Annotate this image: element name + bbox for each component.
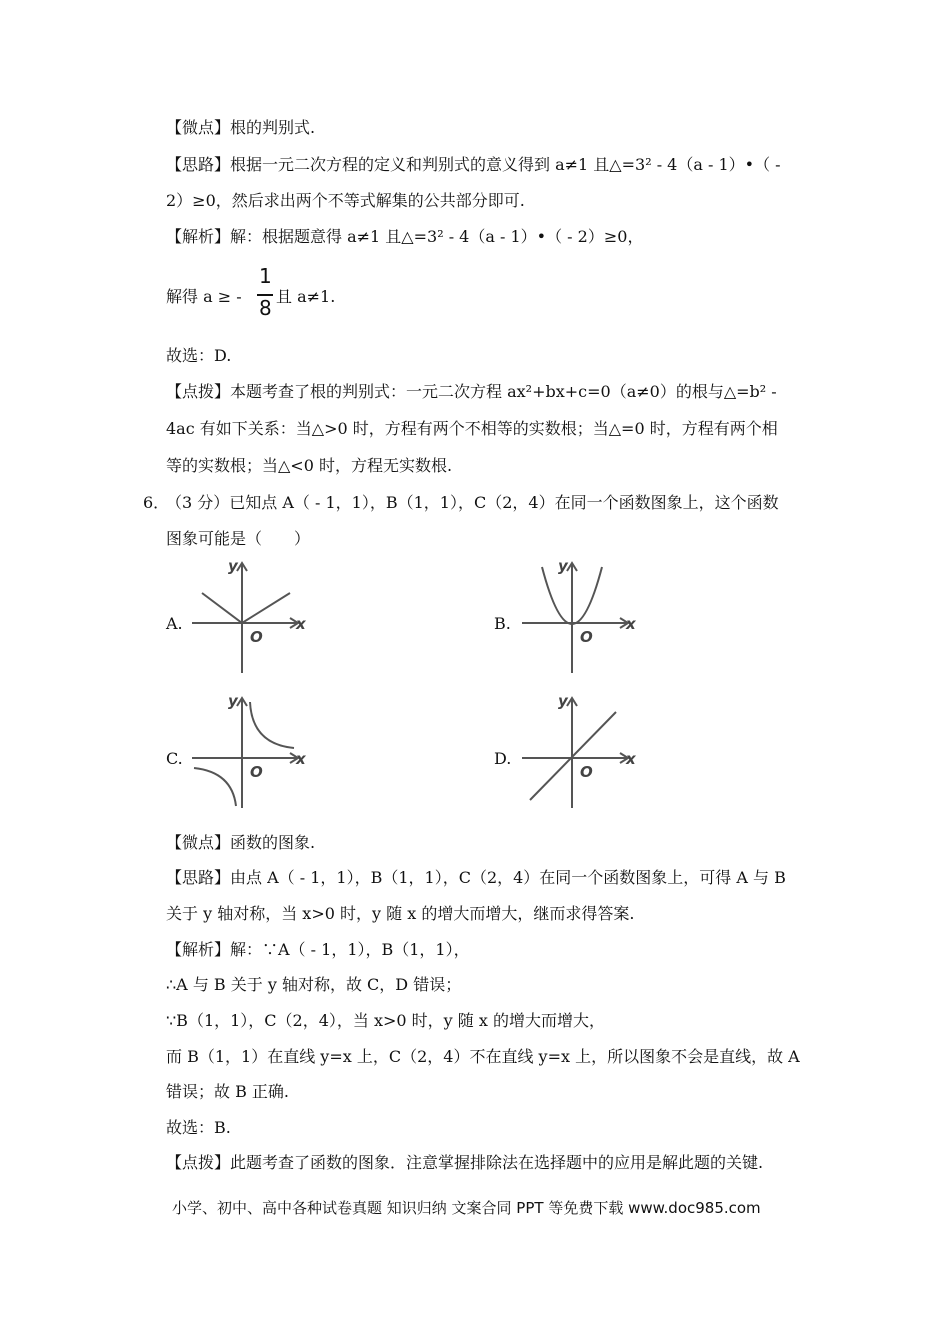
text-line: 等的实数根；当△<0 时，方程无实数根.	[166, 456, 453, 475]
fraction-denominator: 8	[259, 296, 272, 320]
text-line: 【解析】解：根据题意得 a≠1 且△=3² - 4（a - 1）•（ - 2）≥0，	[166, 227, 644, 246]
text-line: 故选：B.	[166, 1118, 231, 1137]
v-shape-graph-icon	[190, 553, 310, 678]
question-number: 6．	[143, 493, 170, 512]
parabola-graph-icon	[520, 553, 640, 678]
text-line: ∵B（1，1），C（2，4），当 x>0 时，y 随 x 的增大而增大，	[166, 1011, 606, 1030]
axis-y-label: y	[558, 692, 568, 710]
text-line: 【思路】根据一元二次方程的定义和判别式的意义得到 a≠1 且△=3² - 4（a - 1）•（ -	[166, 155, 781, 174]
text-line: 且 a≠1.	[276, 287, 336, 306]
axis-x-label: x	[296, 615, 306, 633]
text-line: 【解析】解：∵A（ - 1，1），B（1，1），	[166, 940, 470, 959]
text-line: 4ac 有如下关系：当△>0 时，方程有两个不相等的实数根；当△=0 时，方程有两个相	[166, 419, 778, 438]
origin-label: O	[580, 628, 593, 646]
text-line: 【微点】根的判别式.	[166, 118, 316, 137]
question-stem: （3 分）已知点 A（ - 1，1），B（1，1），C（2，4）在同一个函数图象上，这个函数	[166, 493, 779, 512]
text-line: 而 B（1，1）在直线 y=x 上，C（2，4）不在直线 y=x 上，所以图象不会是直线，故 A	[166, 1047, 800, 1066]
text-line: ∴A 与 B 关于 y 轴对称，故 C，D 错误；	[166, 975, 462, 994]
axis-y-label: y	[228, 557, 238, 575]
text-line: 2）≥0，然后求出两个不等式解集的公共部分即可.	[166, 191, 525, 210]
text-line: 【点拨】此题考查了函数的图象．注意掌握排除法在选择题中的应用是解此题的关键.	[166, 1153, 764, 1172]
text-line: 关于 y 轴对称，当 x>0 时，y 随 x 的增大而增大，继而求得答案.	[166, 904, 635, 923]
axis-x-label: x	[626, 615, 636, 633]
text-line: 【点拨】本题考查了根的判别式：一元二次方程 ax²+bx+c=0（a≠0）的根与△=b² -	[166, 382, 777, 401]
hyperbola-graph-icon	[190, 688, 310, 813]
line-graph-icon	[520, 688, 640, 813]
origin-label: O	[250, 763, 263, 781]
fraction-numerator: 1	[259, 264, 272, 288]
text-line: 错误；故 B 正确.	[166, 1082, 290, 1101]
origin-label: O	[250, 628, 263, 646]
axis-y-label: y	[228, 692, 238, 710]
question-stem: 图象可能是（ ）	[166, 529, 311, 548]
text-line: 故选：D.	[166, 346, 232, 365]
text-line: 【微点】函数的图象.	[166, 833, 316, 852]
option-d-label: D.	[494, 749, 512, 768]
option-a-label: A.	[166, 614, 183, 633]
origin-label: O	[580, 763, 593, 781]
axis-y-label: y	[558, 557, 568, 575]
axis-x-label: x	[296, 750, 306, 768]
text-line: 【思路】由点 A（ - 1，1），B（1，1），C（2，4）在同一个函数图象上，可得 A 与 B	[166, 868, 786, 887]
text-line: 解得 a ≥ -	[166, 287, 242, 306]
option-b-label: B.	[494, 614, 511, 633]
axis-x-label: x	[626, 750, 636, 768]
option-c-label: C.	[166, 749, 183, 768]
page-footer: 小学、初中、高中各种试卷真题 知识归纳 文案合同 PPT 等免费下载 www.doc985.com	[172, 1199, 761, 1217]
